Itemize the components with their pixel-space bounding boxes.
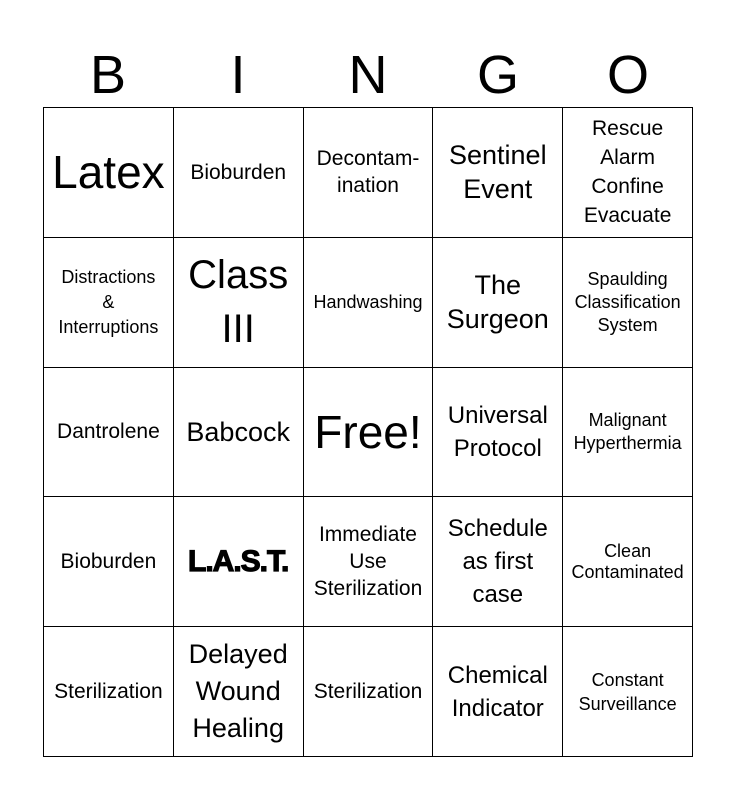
cell-text: Chemical Indicator	[447, 661, 548, 722]
cell-text: Spaulding Classification System	[574, 268, 681, 335]
bingo-cell[interactable]	[304, 368, 434, 498]
cell-text: Sentinel Event	[449, 140, 547, 205]
cell-text: Latex	[52, 146, 165, 199]
bingo-cell[interactable]	[304, 627, 434, 757]
bingo-cell[interactable]	[433, 108, 563, 238]
bingo-cell[interactable]	[563, 497, 693, 627]
bingo-cell[interactable]	[563, 627, 693, 757]
cell-text: Sterilization	[54, 680, 163, 704]
cell-text: Bioburden	[190, 160, 287, 184]
bingo-cell[interactable]	[433, 238, 563, 368]
bingo-cell[interactable]	[304, 238, 434, 368]
bingo-cell[interactable]	[433, 368, 563, 498]
cell-text: Constant Surveillance	[578, 669, 677, 714]
bingo-cell[interactable]	[44, 627, 174, 757]
cell-text: Babcock	[186, 416, 290, 447]
bingo-cell[interactable]	[563, 238, 693, 368]
bingo-cell[interactable]	[44, 497, 174, 627]
cell-text: L.A.S.T.	[188, 544, 289, 578]
cell-text: Delayed Wound Healing	[188, 639, 288, 744]
bingo-cell[interactable]	[433, 627, 563, 757]
bingo-cell[interactable]	[304, 108, 434, 238]
header-letter-i: I	[230, 45, 246, 105]
bingo-header	[43, 44, 693, 106]
bingo-cell[interactable]	[433, 497, 563, 627]
cell-text: Rescue Alarm Confine Evacuate	[583, 117, 672, 228]
cell-text: Clean Contaminated	[571, 540, 684, 582]
bingo-cell[interactable]	[563, 368, 693, 498]
cell-text: Decontam- ination	[316, 147, 420, 198]
cell-text: Bioburden	[60, 550, 157, 574]
cell-text: Dantrolene	[57, 420, 160, 444]
bingo-cell[interactable]	[44, 108, 174, 238]
bingo-cell[interactable]	[44, 238, 174, 368]
cell-text: Sterilization	[313, 680, 423, 704]
header-letter-g: G	[476, 45, 519, 105]
cell-text: Handwashing	[313, 291, 423, 312]
cell-text: Distractions & Interruptions	[58, 266, 159, 337]
cell-text: The Surgeon	[446, 270, 549, 335]
header-letter-b: B	[89, 45, 127, 105]
bingo-cell[interactable]	[304, 497, 434, 627]
cell-text: Malignant Hyperthermia	[573, 409, 682, 453]
cell-text: Immediate Use Sterilization	[313, 523, 423, 601]
bingo-cell[interactable]	[174, 497, 304, 627]
cell-text: Universal Protocol	[447, 401, 548, 462]
bingo-cell[interactable]	[563, 108, 693, 238]
bingo-cell[interactable]	[174, 627, 304, 757]
cell-text: Class III	[188, 253, 289, 352]
bingo-grid	[43, 107, 693, 757]
bingo-cell[interactable]	[174, 238, 304, 368]
header-letter-o: O	[606, 45, 649, 105]
bingo-cell[interactable]	[44, 368, 174, 498]
cell-text: Free!	[314, 405, 422, 458]
header-letter-n: N	[348, 45, 388, 105]
cell-text: Schedule as first case	[447, 515, 548, 609]
bingo-cell[interactable]	[174, 368, 304, 498]
bingo-cell[interactable]	[174, 108, 304, 238]
